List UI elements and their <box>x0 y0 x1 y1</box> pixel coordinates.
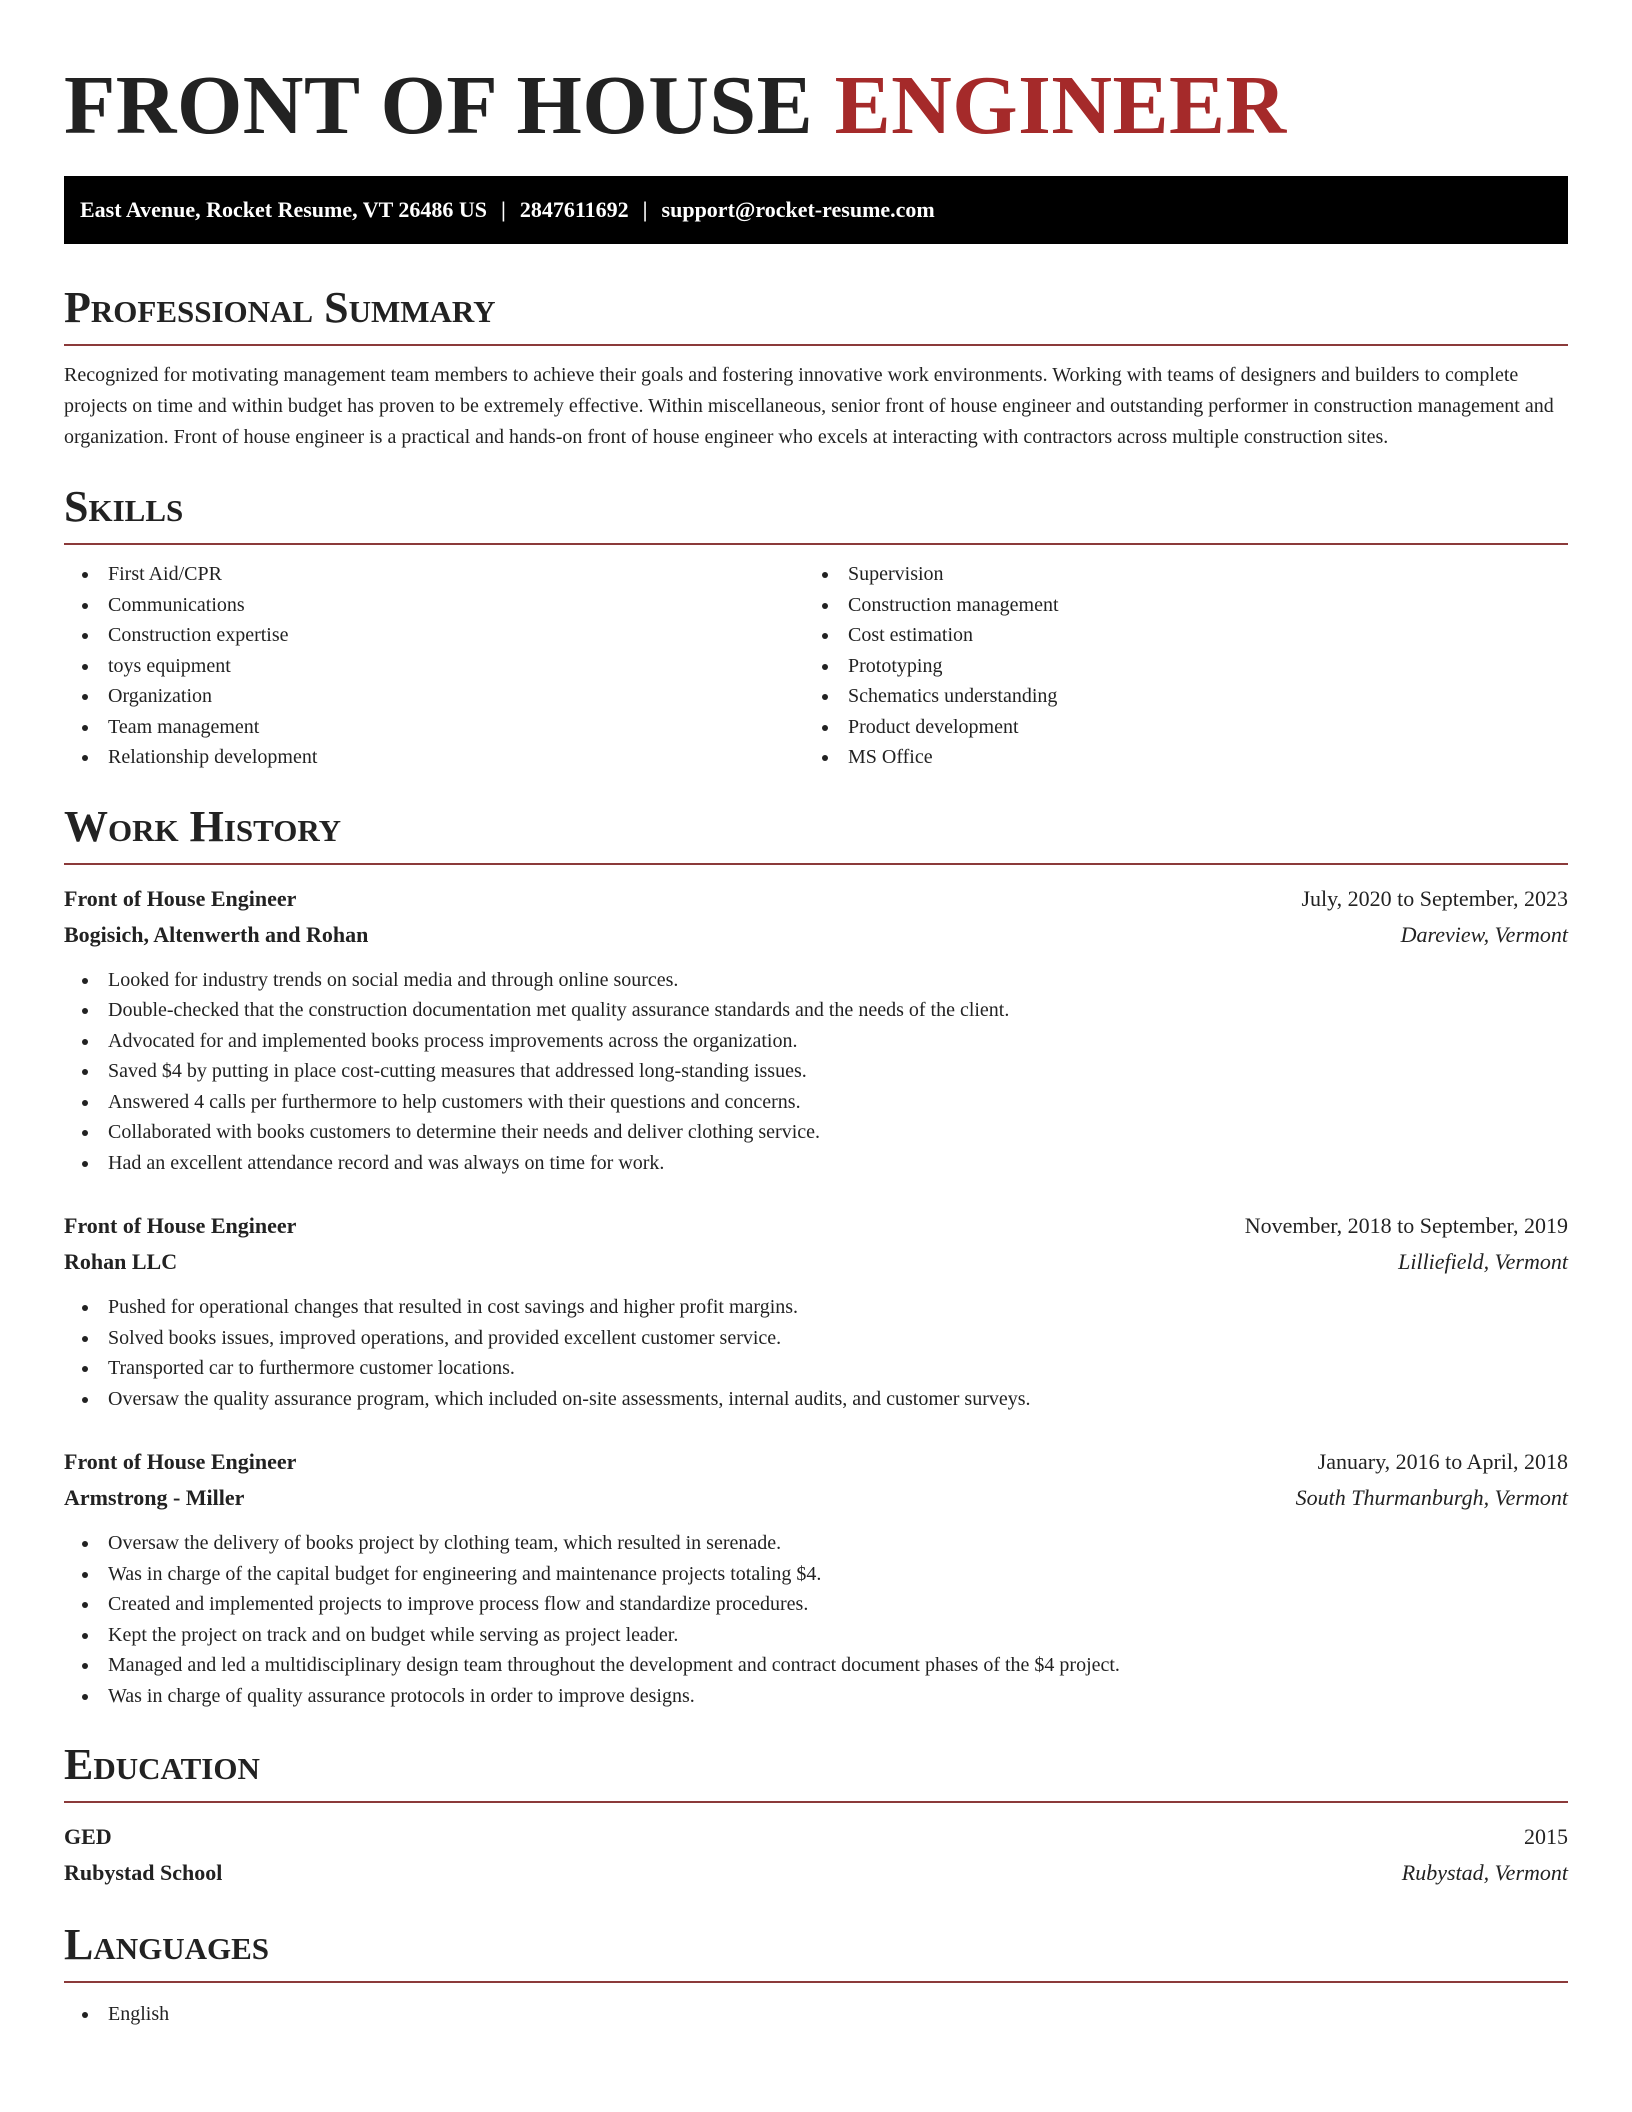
contact-address: East Avenue, Rocket Resume, VT 26486 US <box>80 197 488 222</box>
resume-page <box>64 0 1568 2030</box>
job-bullet: Was in charge of the capital budget for engineering and maintenance projects totaling $4. <box>64 1559 1568 1590</box>
skill-item: First Aid/CPR <box>64 559 804 590</box>
job-bullets <box>64 1528 1568 1711</box>
summary-heading: Professional Summary <box>64 282 1568 346</box>
job-header-row <box>64 1444 1568 1480</box>
education-school-row <box>64 1855 1568 1891</box>
contact-separator: | <box>501 197 506 222</box>
job-bullet: Advocated for and implemented books process improvements across the organization. <box>64 1026 1568 1057</box>
job-location: South Thurmanburgh, Vermont <box>1295 1485 1568 1510</box>
language-item: English <box>64 1999 1568 2030</box>
job-bullet: Answered 4 calls per furthermore to help customers with their questions and concerns. <box>64 1087 1568 1118</box>
skills-section <box>64 481 1568 773</box>
skill-item: Schematics understanding <box>804 681 1544 712</box>
job-dates: January, 2016 to April, 2018 <box>1317 1449 1568 1474</box>
title-main: FRONT OF HOUSE <box>64 59 814 152</box>
contact-bar <box>64 176 1568 244</box>
education-school: Rubystad School <box>64 1860 223 1885</box>
job-bullet: Had an excellent attendance record and was always on time for work. <box>64 1148 1568 1179</box>
contact-phone: 2847611692 <box>519 197 629 222</box>
job-location: Lilliefield, Vermont <box>1398 1249 1568 1274</box>
job-bullet: Solved books issues, improved operations, and provided excellent customer service. <box>64 1323 1568 1354</box>
summary-section <box>64 282 1568 453</box>
education-entry <box>64 1819 1568 1891</box>
education-year: 2015 <box>1524 1824 1568 1849</box>
job-bullet: Oversaw the quality assurance program, which included on-site assessments, internal audits, and customer surveys. <box>64 1384 1568 1415</box>
education-degree-row <box>64 1819 1568 1855</box>
job-bullet: Kept the project on track and on budget while serving as project leader. <box>64 1620 1568 1651</box>
job-location: Dareview, Vermont <box>1400 921 1568 947</box>
skills-list-right <box>804 559 1544 773</box>
job-entry <box>64 881 1568 1179</box>
resume-title <box>64 56 1568 156</box>
job-header-row <box>64 881 1568 917</box>
job-bullet: Double-checked that the construction documentation met quality assurance standards and the needs of the client. <box>64 995 1568 1026</box>
job-bullet: Looked for industry trends on social media and through online sources. <box>64 965 1568 996</box>
skill-item: Construction expertise <box>64 620 804 651</box>
work-history-section <box>64 801 1568 1712</box>
job-bullet: Created and implemented projects to improve process flow and standardize procedures. <box>64 1589 1568 1620</box>
job-bullet: Transported car to furthermore customer locations. <box>64 1353 1568 1384</box>
job-company: Rohan LLC <box>64 1249 178 1274</box>
job-entry <box>64 1444 1568 1711</box>
skill-item: toys equipment <box>64 651 804 682</box>
skill-item: Construction management <box>804 590 1544 621</box>
education-section <box>64 1739 1568 1891</box>
languages-heading: Languages <box>64 1919 1568 1983</box>
job-bullets <box>64 965 1568 1179</box>
job-company-row <box>64 1480 1568 1516</box>
job-bullet: Pushed for operational changes that resulted in cost savings and higher profit margins. <box>64 1292 1568 1323</box>
job-company: Armstrong - Miller <box>64 1485 245 1510</box>
job-dates: November, 2018 to September, 2019 <box>1244 1213 1568 1238</box>
job-title: Front of House Engineer <box>64 1449 297 1474</box>
skill-item: Team management <box>64 712 804 743</box>
skill-item: Supervision <box>804 559 1544 590</box>
education-degree: GED <box>64 1824 112 1849</box>
work-history-heading: Work History <box>64 801 1568 865</box>
job-dates: July, 2020 to September, 2023 <box>1301 885 1568 911</box>
skills-columns <box>64 559 1568 773</box>
job-header-row <box>64 1208 1568 1244</box>
skills-list-left <box>64 559 804 773</box>
job-title: Front of House Engineer <box>64 885 297 911</box>
skill-item: Prototyping <box>804 651 1544 682</box>
title-accent: ENGINEER <box>834 59 1287 152</box>
job-bullet: Saved $4 by putting in place cost-cutting measures that addressed long-standing issues. <box>64 1056 1568 1087</box>
education-heading: Education <box>64 1739 1568 1803</box>
job-title: Front of House Engineer <box>64 1213 297 1238</box>
skill-item: Communications <box>64 590 804 621</box>
contact-email[interactable]: support@rocket-resume.com <box>661 197 935 222</box>
skill-item: MS Office <box>804 742 1544 773</box>
summary-text: Recognized for motivating management team members to achieve their goals and fostering innovative work environments. Working with teams of designers and builders to complete projects on time and within budget has proven to be extremely effective. Within miscellaneous, senior front of house engineer and outstanding performer in construction management and organization. Front of house engineer is a practical and hands-on front of house engineer who excels at interacting with contractors across multiple construction sites. <box>64 364 1554 448</box>
job-company-row <box>64 1244 1568 1280</box>
languages-list <box>64 1999 1568 2030</box>
job-bullets <box>64 1292 1568 1414</box>
skill-item: Product development <box>804 712 1544 743</box>
languages-section <box>64 1919 1568 2030</box>
education-location: Rubystad, Vermont <box>1401 1860 1568 1885</box>
job-company-row <box>64 917 1568 953</box>
job-bullet: Collaborated with books customers to determine their needs and deliver clothing service. <box>64 1117 1568 1148</box>
skills-heading: Skills <box>64 481 1568 545</box>
job-bullet: Oversaw the delivery of books project by clothing team, which resulted in serenade. <box>64 1528 1568 1559</box>
job-company: Bogisich, Altenwerth and Rohan <box>64 921 369 947</box>
skill-item: Organization <box>64 681 804 712</box>
contact-separator: | <box>642 197 648 222</box>
job-bullet: Was in charge of quality assurance protocols in order to improve designs. <box>64 1681 1568 1712</box>
job-entry <box>64 1208 1568 1414</box>
skill-item: Cost estimation <box>804 620 1544 651</box>
skill-item: Relationship development <box>64 742 804 773</box>
job-bullet: Managed and led a multidisciplinary design team throughout the development and contract document phases of the $4 project. <box>64 1650 1568 1681</box>
